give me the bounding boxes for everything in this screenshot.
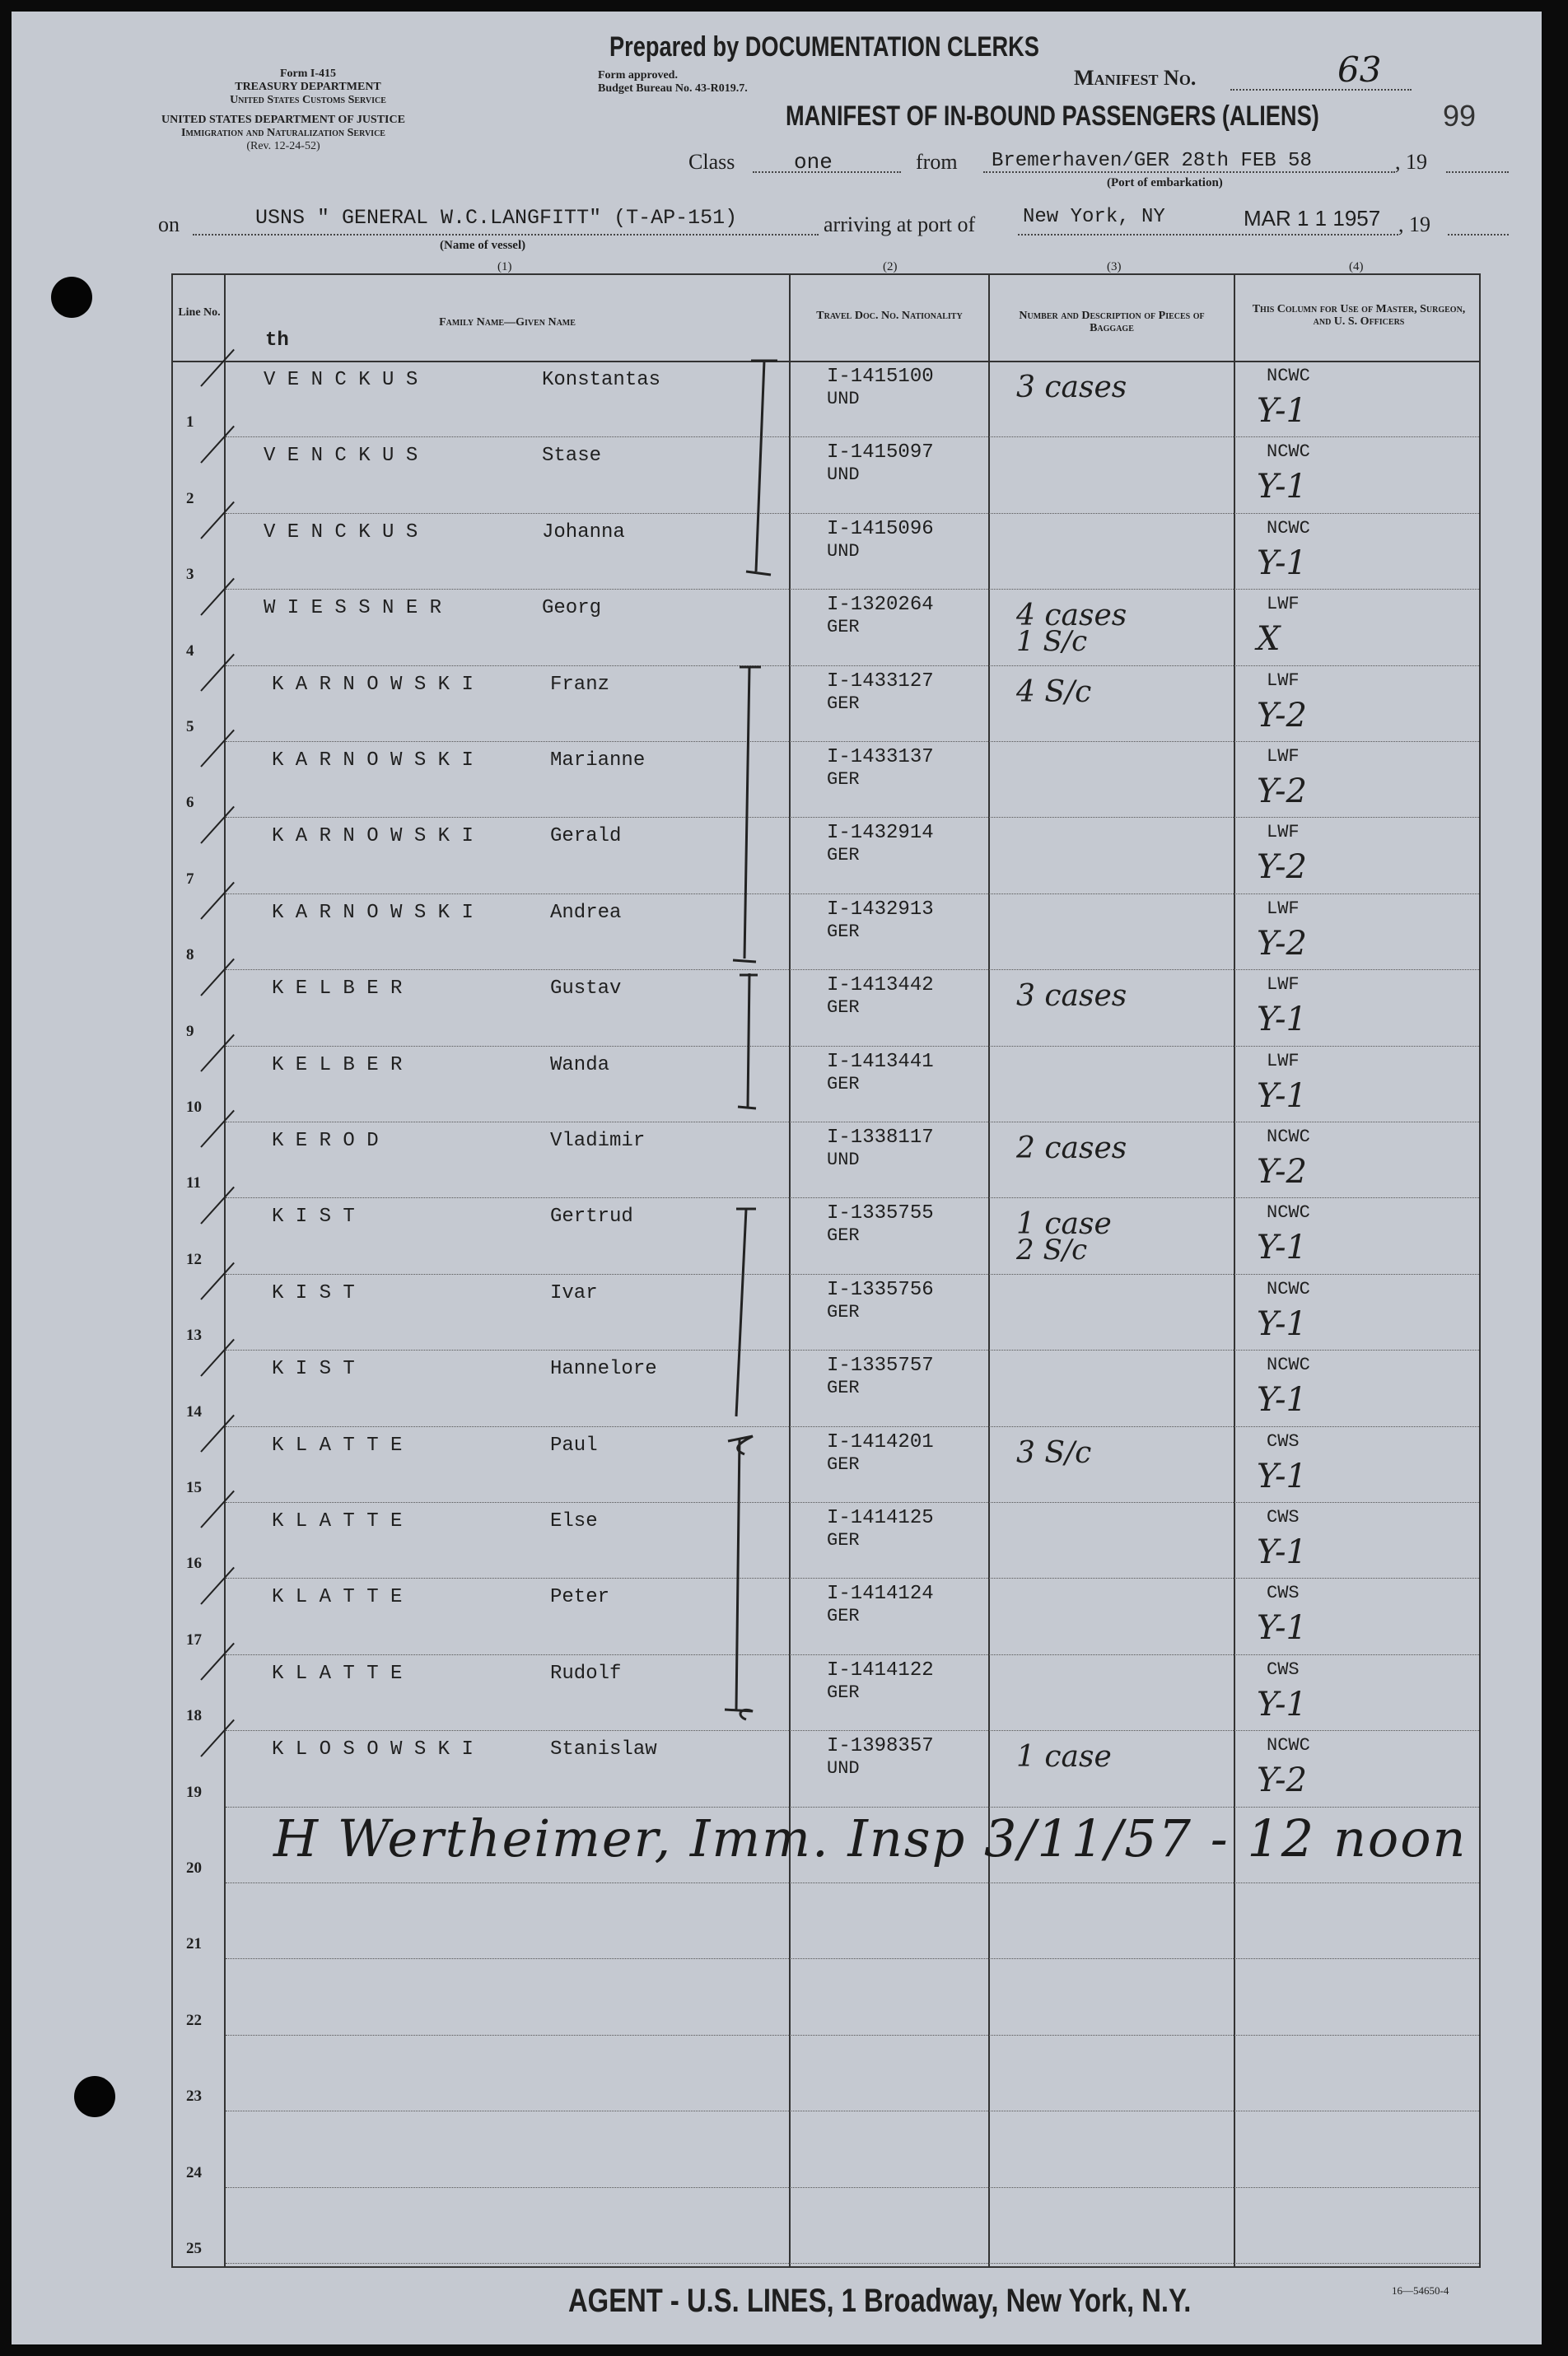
- officer-mark: Y-1: [1257, 1685, 1307, 1724]
- sponsor-org: LWF: [1267, 974, 1300, 996]
- nationality: GER: [827, 1073, 860, 1094]
- bracket-venckus: [746, 361, 777, 575]
- sponsor-org: NCWC: [1267, 1735, 1310, 1757]
- line-number: 18: [186, 1707, 202, 1725]
- header-line-no: Line No.: [178, 306, 221, 319]
- line-number: 19: [186, 1783, 202, 1801]
- travel-doc-number: I-1414122: [827, 1659, 934, 1682]
- travel-doc-number: I-1415096: [827, 517, 934, 540]
- bracket-klatte: [725, 1436, 753, 1719]
- family-name: K A R N O W S K I: [272, 749, 474, 772]
- nationality: GER: [827, 1530, 860, 1551]
- baggage-desc-2: 2 S/c: [1016, 1234, 1088, 1267]
- family-name: V E N C K U S: [264, 445, 418, 468]
- given-name: Konstantas: [542, 369, 661, 391]
- inspector-signature: H Wertheimer, Imm. Insp 3/11/57 - 12 noon: [273, 1808, 1468, 1868]
- line-number: 7: [186, 870, 194, 888]
- sponsor-org: NCWC: [1267, 1355, 1310, 1376]
- officer-mark: Y-2: [1257, 1761, 1307, 1800]
- from-value: Bremerhaven/GER 28th FEB 58: [992, 150, 1312, 172]
- doj-title: UNITED STATES DEPARTMENT OF JUSTICE: [161, 114, 405, 126]
- sponsor-org: NCWC: [1267, 1202, 1310, 1224]
- baggage-desc: 1 case: [1016, 1207, 1112, 1242]
- officer-mark: Y-1: [1257, 468, 1307, 506]
- line-number: 2: [186, 489, 194, 507]
- sponsor-org: LWF: [1267, 822, 1300, 843]
- travel-doc-number: I-1433137: [827, 746, 934, 768]
- form-number: Form I-415: [279, 68, 337, 80]
- family-name: K L A T T E: [272, 1662, 403, 1685]
- nationality: GER: [827, 1225, 860, 1247]
- nationality: GER: [827, 921, 860, 942]
- page-number: 99: [1443, 99, 1477, 133]
- header-travel-doc: Travel Doc. No. Nationality: [816, 310, 963, 322]
- officer-mark: Y-1: [1257, 1229, 1307, 1267]
- nationality: GER: [827, 1378, 860, 1399]
- travel-doc-number: I-1414124: [827, 1583, 934, 1606]
- vessel-caption: (Name of vessel): [440, 239, 526, 252]
- class-value: one: [794, 150, 833, 175]
- line-number: 1: [186, 413, 194, 432]
- baggage-desc: 3 S/c: [1016, 1435, 1092, 1470]
- given-name: Andrea: [550, 901, 622, 924]
- officer-mark: Y-1: [1257, 1001, 1307, 1039]
- prepared-by-stamp: Prepared by DOCUMENTATION CLERKS: [609, 31, 1039, 63]
- given-name: Paul: [550, 1434, 598, 1457]
- class-label: Class: [688, 150, 735, 174]
- arrival-port: New York, NY: [1023, 206, 1165, 228]
- family-name: K E R O D: [272, 1130, 379, 1152]
- officer-mark: Y-2: [1257, 1153, 1307, 1191]
- line-number: 10: [186, 1098, 202, 1116]
- sponsor-org: CWS: [1267, 1507, 1300, 1528]
- officer-mark: Y-1: [1257, 1076, 1307, 1115]
- travel-doc-number: I-1432913: [827, 898, 934, 921]
- sponsor-org: NCWC: [1267, 441, 1310, 463]
- nationality: GER: [827, 769, 860, 790]
- line-number: 12: [186, 1250, 202, 1268]
- colnum-3: (3): [1107, 260, 1122, 273]
- manifest-no-label: Manifest No.: [1074, 66, 1197, 90]
- from-year-suffix: , 19: [1395, 150, 1427, 174]
- travel-doc-number: I-1335757: [827, 1355, 934, 1378]
- officer-mark: X: [1257, 620, 1281, 659]
- line-number: 4: [186, 641, 194, 660]
- line-number: 17: [186, 1631, 202, 1649]
- manifest-no-value: 63: [1337, 49, 1382, 90]
- manifest-page: [12, 12, 1542, 2344]
- nationality: UND: [827, 1758, 860, 1780]
- arrival-date-stamp: MAR 1 1 1957: [1244, 206, 1381, 231]
- officer-mark: Y-1: [1257, 1533, 1307, 1571]
- sponsor-org: LWF: [1267, 669, 1300, 691]
- family-name: W I E S S N E R: [264, 597, 442, 620]
- family-name: K A R N O W S K I: [272, 673, 474, 696]
- given-name: Georg: [542, 597, 602, 620]
- line-number: 15: [186, 1478, 202, 1496]
- sponsor-org: LWF: [1267, 594, 1300, 615]
- travel-doc-number: I-1413442: [827, 974, 934, 997]
- family-name: K E L B E R: [272, 1053, 403, 1076]
- family-name: K I S T: [272, 1206, 355, 1229]
- nationality: GER: [827, 693, 860, 714]
- given-name: Johanna: [542, 520, 625, 544]
- vessel-name: USNS " GENERAL W.C.LANGFITT" (T-AP-151): [255, 206, 738, 230]
- travel-doc-number: I-1335755: [827, 1202, 934, 1225]
- travel-doc-number: I-1433127: [827, 669, 934, 693]
- manifest-title: MANIFEST OF IN-BOUND PASSENGERS (ALIENS): [786, 100, 1319, 132]
- arrival-year-suffix: , 19: [1398, 212, 1430, 236]
- family-name: K L A T T E: [272, 1510, 403, 1533]
- line-number: 8: [186, 946, 194, 964]
- baggage-desc: 1 case: [1016, 1740, 1112, 1775]
- family-name: K L O S O W S K I: [272, 1738, 474, 1761]
- family-name: K E L B E R: [272, 977, 403, 1001]
- form-code: 16—54650-4: [1392, 2284, 1449, 2297]
- officer-mark: Y-2: [1257, 772, 1307, 810]
- nationality: GER: [827, 1301, 860, 1323]
- officer-mark: Y-1: [1257, 1304, 1307, 1343]
- sponsor-org: LWF: [1267, 898, 1300, 919]
- family-name: K A R N O W S K I: [272, 901, 474, 924]
- given-name: Gertrud: [550, 1206, 633, 1229]
- given-name: Stase: [542, 445, 602, 468]
- bracket-kelber: [738, 973, 758, 1108]
- given-name: Wanda: [550, 1053, 610, 1076]
- travel-doc-number: I-1415100: [827, 366, 934, 388]
- colnum-1: (1): [497, 260, 512, 273]
- nationality: GER: [827, 1453, 860, 1475]
- baggage-desc: 3 cases: [1016, 979, 1127, 1014]
- given-name: Marianne: [550, 749, 646, 772]
- line-number: 23: [186, 2088, 202, 2106]
- given-name: Ivar: [550, 1281, 598, 1304]
- header-baggage: Number and Description of Pieces of Baggage: [1019, 310, 1205, 334]
- customs-service: United States Customs Service: [230, 94, 386, 106]
- baggage-desc: 4 S/c: [1016, 674, 1092, 709]
- sponsor-org: CWS: [1267, 1583, 1300, 1604]
- travel-doc-number: I-1414125: [827, 1507, 934, 1529]
- nationality: UND: [827, 464, 860, 486]
- sponsor-org: NCWC: [1267, 366, 1310, 386]
- line-number: 20: [186, 1859, 202, 1877]
- nationality: GER: [827, 1682, 860, 1703]
- officer-mark: Y-1: [1257, 1457, 1307, 1495]
- officer-mark: Y-1: [1257, 1609, 1307, 1648]
- travel-doc-number: I-1338117: [827, 1127, 934, 1149]
- line-number: 22: [186, 2011, 202, 2029]
- line-number: 5: [186, 717, 194, 735]
- travel-doc-number: I-1335756: [827, 1278, 934, 1301]
- colnum-2: (2): [883, 260, 898, 273]
- given-name: Gerald: [550, 825, 622, 848]
- family-name: K L A T T E: [272, 1434, 403, 1457]
- travel-doc-number: I-1414201: [827, 1430, 934, 1453]
- family-name: K L A T T E: [272, 1586, 403, 1609]
- given-name: Gustav: [550, 977, 622, 1001]
- nationality: UND: [827, 389, 860, 409]
- family-name: V E N C K U S: [264, 520, 418, 544]
- line-number: 24: [186, 2163, 202, 2181]
- th-mark: th: [265, 329, 289, 352]
- travel-doc-number: I-1415097: [827, 441, 934, 464]
- travel-doc-number: I-1413441: [827, 1050, 934, 1073]
- rev-date: (Rev. 12-24-52): [246, 140, 320, 152]
- given-name: Hannelore: [550, 1358, 657, 1381]
- travel-doc-number: I-1398357: [827, 1735, 934, 1758]
- family-name: K A R N O W S K I: [272, 825, 474, 848]
- officer-mark: Y-1: [1257, 544, 1307, 582]
- family-name: K I S T: [272, 1281, 355, 1304]
- sponsor-org: CWS: [1267, 1430, 1300, 1452]
- baggage-desc-2: 1 S/c: [1016, 625, 1088, 659]
- bracket-karnowski: [733, 667, 761, 962]
- ins-title: Immigration and Naturalization Service: [181, 127, 385, 139]
- family-brackets: [12, 12, 1542, 2344]
- agent-footer: AGENT - U.S. LINES, 1 Broadway, New York, N.Y.: [568, 2283, 1192, 2319]
- line-number: 16: [186, 1555, 202, 1573]
- header-name: Family Name—Given Name: [439, 316, 576, 329]
- baggage-desc: 2 cases: [1016, 1131, 1127, 1165]
- treasury-dept: TREASURY DEPARTMENT: [235, 81, 381, 93]
- nationality: UND: [827, 1150, 860, 1170]
- baggage-desc: 4 cases: [1016, 599, 1127, 633]
- officer-mark: Y-2: [1257, 848, 1307, 887]
- form-approved: Form approved.: [598, 69, 678, 82]
- officer-mark: Y-2: [1257, 696, 1307, 735]
- sponsor-org: NCWC: [1267, 1278, 1310, 1299]
- given-name: Rudolf: [550, 1662, 622, 1685]
- given-name: Stanislaw: [550, 1738, 657, 1761]
- given-name: Else: [550, 1510, 598, 1533]
- line-number: 25: [186, 2239, 202, 2257]
- sponsor-org: LWF: [1267, 1050, 1300, 1071]
- header-officers: This Column for Use of Master, Surgeon, and U. S. Officers: [1252, 303, 1466, 328]
- sponsor-org: LWF: [1267, 746, 1300, 767]
- line-number: 11: [186, 1174, 201, 1192]
- line-number: 14: [186, 1402, 202, 1421]
- officer-mark: Y-1: [1257, 392, 1307, 430]
- officer-mark: Y-2: [1257, 924, 1307, 963]
- family-name: V E N C K U S: [264, 369, 418, 391]
- sponsor-org: NCWC: [1267, 517, 1310, 539]
- sponsor-org: CWS: [1267, 1659, 1300, 1680]
- family-name: K I S T: [272, 1358, 355, 1381]
- nationality: GER: [827, 617, 860, 638]
- nationality: UND: [827, 540, 860, 562]
- line-number: 3: [186, 566, 194, 584]
- port-embark-caption: (Port of embarkation): [1107, 176, 1223, 189]
- officer-mark: Y-1: [1257, 1381, 1307, 1420]
- sponsor-org: NCWC: [1267, 1127, 1310, 1147]
- line-number: 9: [186, 1022, 194, 1040]
- colnum-4: (4): [1349, 260, 1364, 273]
- nationality: GER: [827, 997, 860, 1019]
- bracket-kist: [736, 1209, 756, 1416]
- nationality: GER: [827, 845, 860, 866]
- from-label: from: [916, 150, 958, 174]
- given-name: Peter: [550, 1586, 610, 1609]
- line-number: 21: [186, 1935, 202, 1953]
- line-number: 6: [186, 794, 194, 812]
- travel-doc-number: I-1432914: [827, 822, 934, 845]
- on-label: on: [158, 212, 180, 236]
- given-name: Vladimir: [550, 1130, 646, 1152]
- nationality: GER: [827, 1606, 860, 1627]
- given-name: Franz: [550, 673, 610, 696]
- arriving-label: arriving at port of: [824, 212, 976, 236]
- budget-bureau: Budget Bureau No. 43-R019.7.: [598, 82, 748, 95]
- baggage-desc: 3 cases: [1016, 371, 1127, 404]
- travel-doc-number: I-1320264: [827, 594, 934, 617]
- line-number: 13: [186, 1327, 202, 1345]
